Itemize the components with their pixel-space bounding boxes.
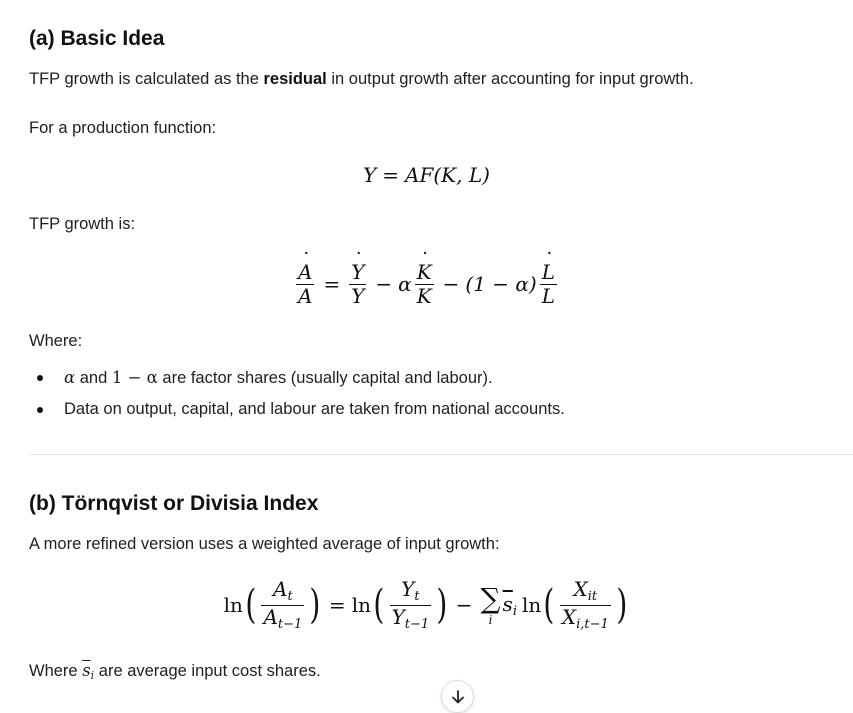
list-item: Data on output, capital, and labour are taken from national accounts. bbox=[29, 394, 565, 425]
where-label: Where: bbox=[29, 332, 83, 350]
section-a-heading: (a) Basic Idea bbox=[29, 27, 165, 50]
cost-share-footnote: Where $\overline{s}_i$ are average input cost shares. bbox=[29, 661, 321, 682]
scroll-down-button[interactable] bbox=[441, 680, 474, 713]
list-item: α and 1 − α are factor shares (usually capital and labour). bbox=[29, 362, 565, 394]
section-divider bbox=[29, 454, 853, 455]
tfp-growth-lead: TFP growth is: bbox=[29, 215, 136, 233]
arrow-down-icon bbox=[450, 689, 466, 705]
section-b-heading: (b) Törnqvist or Divisia Index bbox=[29, 492, 319, 515]
residual-emphasis: residual bbox=[263, 70, 327, 88]
section-b-intro: A more refined version uses a weighted average of input growth: bbox=[29, 535, 500, 553]
factor-share-list bbox=[29, 362, 565, 425]
bullet-icon bbox=[37, 375, 43, 381]
tfp-growth-equation: ˙ $\frac{A}{A}$ = ˙ $\frac{Y}{Y}$ − α ˙ $\frac{K}{K}$ − (1 − α) ˙ $\frac{L}{L}$ bbox=[0, 256, 853, 312]
tornqvist-index-equation: ln ( $\frac{A_t}{A_{t-1}}$ ) = ln ( $\frac{Y_t}{Y_{t-1}}$ ) − ∑ i $\overline{s}_i$ ln ( $\frac{X_{it}}{X_{i,t-1}}$ ) bbox=[223, 576, 628, 632]
bullet-icon bbox=[37, 407, 43, 413]
section-a-intro: TFP growth is calculated as the residual in output growth after accounting for input growth. bbox=[29, 70, 694, 88]
production-function-lead: For a production function: bbox=[29, 119, 217, 137]
production-function-equation: Y = AF (K, L) bbox=[363, 163, 490, 187]
